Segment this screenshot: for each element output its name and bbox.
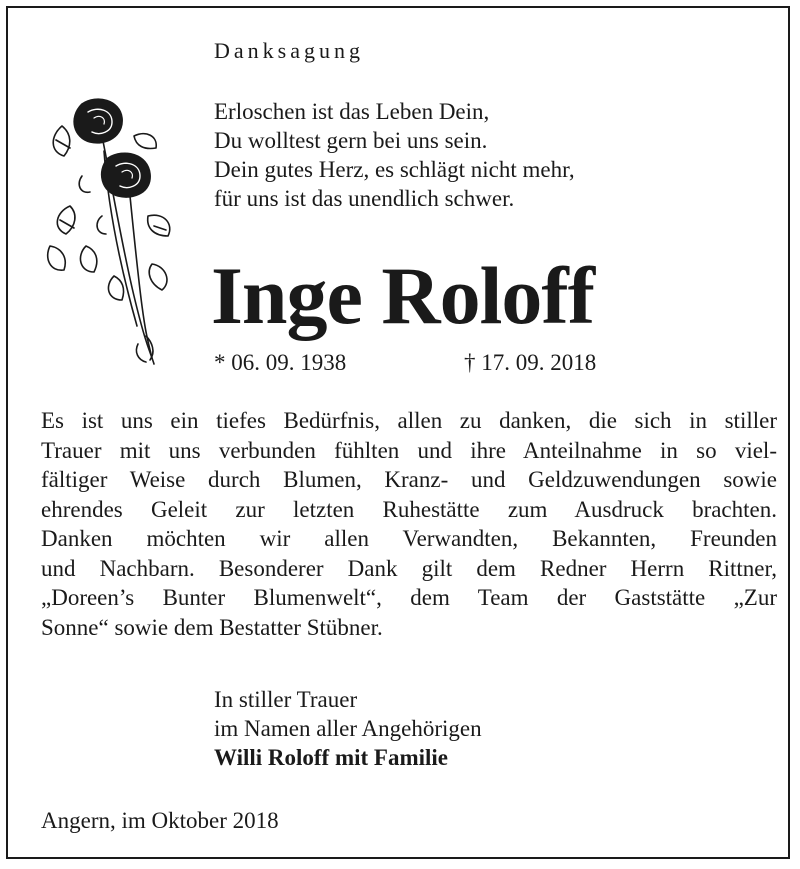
text-line: Sonne“ sowie dem Bestatter Stübner. <box>41 614 383 640</box>
poem <box>214 97 575 213</box>
signoff-line: In stiller Trauer <box>214 687 358 712</box>
heading-danksagung: Danksagung <box>214 38 364 63</box>
rose-icon <box>42 96 177 371</box>
signoff <box>214 685 482 772</box>
deceased-name: Inge Roloff <box>211 250 595 341</box>
poem-line: für uns ist das unendlich schwer. <box>214 186 515 211</box>
birth-date: * 06. 09. 1938 <box>214 350 347 375</box>
signoff-line: im Namen aller Angehörigen <box>214 716 482 741</box>
text-line: ehrendes Geleit zur letzten Ruhestätte zum Ausdruck brachten. <box>41 496 777 522</box>
poem-line: Erloschen ist das Leben Dein, <box>214 99 490 124</box>
text-line: und Nachbarn. Besonderer Dank gilt dem Redner Herrn Rittner, <box>41 555 777 581</box>
text-line: Danken möchten wir allen Verwandten, Bekannten, Freunden <box>41 526 777 551</box>
text-line: Es ist uns ein tiefes Bedürfnis, allen zu danken, die sich in stiller <box>41 408 777 433</box>
obituary-card <box>6 6 790 859</box>
family-name: Willi Roloff mit Familie <box>214 745 449 770</box>
thank-you-text <box>41 406 777 642</box>
text-line: fältiger Weise durch Blumen, Kranz- und Geldzuwendungen sowie <box>41 467 777 492</box>
poem-line: Dein gutes Herz, es schlägt nicht mehr, <box>214 157 575 182</box>
place-and-date: Angern, im Oktober 2018 <box>41 808 279 833</box>
death-date: † 17. 09. 2018 <box>464 350 597 375</box>
poem-line: Du wolltest gern bei uns sein. <box>214 128 488 153</box>
text-line: „Doreen’s Bunter Blumenwelt“, dem Team der Gaststätte „Zur <box>41 585 777 610</box>
text-line: Trauer mit uns verbunden fühlten und ihre Anteilnahme in so viel- <box>41 437 777 463</box>
